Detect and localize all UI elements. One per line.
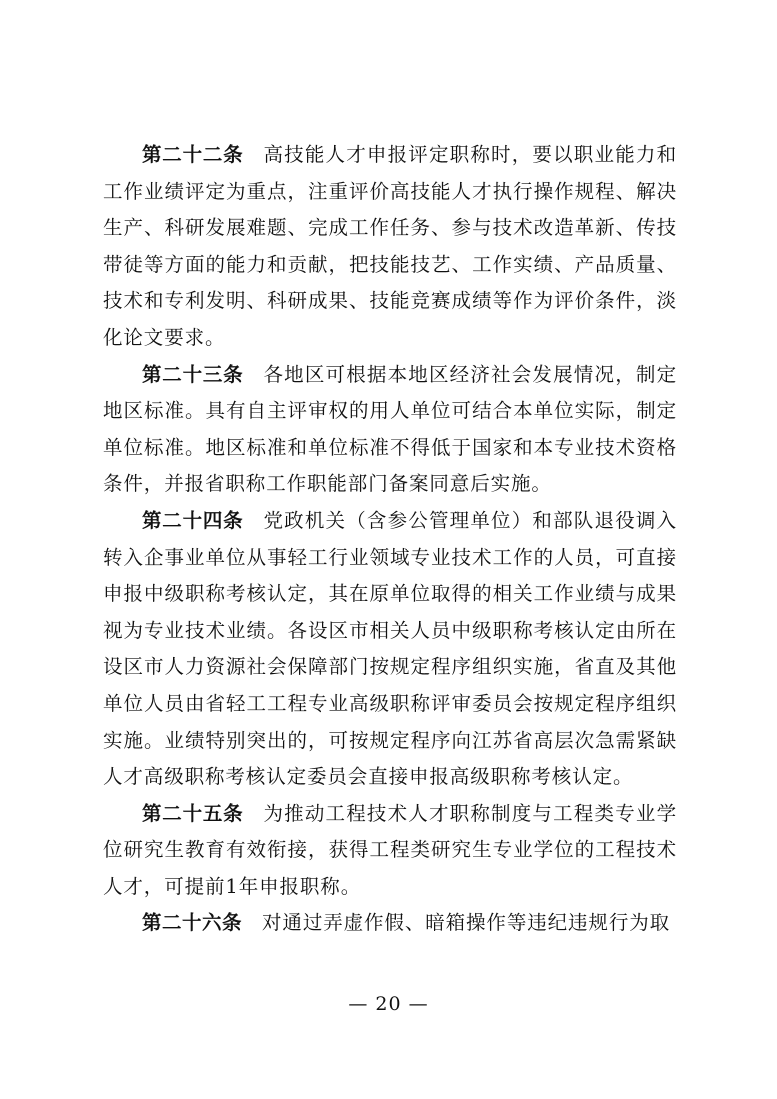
article-text: 高技能人才申报评定职称时，要以职业能力和工作业绩评定为重点，注重评价高技能人才执行操作规程、解决生产、科研发展难题、完成工作任务、参与技术改造革新、传技带徒等方面的能力和贡献，把技能技艺、工作实绩、产品质量、技术和专利发明、科研成果、技能竞赛成绩等作为评价条件，淡化论文要求。 (103, 143, 677, 349)
article-text: 对通过弄虚作假、暗箱操作等违纪违规行为取 (262, 911, 671, 935)
article-26 (103, 905, 677, 942)
article-heading: 第二十六条 (142, 911, 243, 935)
page-number: — 20 — (348, 993, 429, 1015)
article-heading: 第二十四条 (142, 508, 244, 532)
document-body (103, 137, 677, 942)
article-23 (103, 357, 677, 503)
article-heading: 第二十五条 (142, 801, 244, 825)
article-25 (103, 796, 677, 906)
article-24 (103, 503, 677, 796)
article-22 (103, 137, 677, 357)
article-heading: 第二十三条 (142, 362, 244, 386)
article-text: 党政机关（含参公管理单位）和部队退役调入转入企事业单位从事轻工行业领域专业技术工作的人员，可直接申报中级职称考核认定，其在原单位取得的相关工作业绩与成果视为专业技术业绩。各设区市相关人员中级职称考核认定由所在设区市人力资源社会保障部门按规定程序组织实施，省直及其他单位人员由省轻工工程专业高级职称评审委员会按规定程序组织实施。业绩特别突出的，可按规定程序向江苏省高层次急需紧缺人才高级职称考核认定委员会直接申报高级职称考核认定。 (103, 508, 677, 789)
article-text: 各地区可根据本地区经济社会发展情况，制定地区标准。具有自主评审权的用人单位可结合本单位实际，制定单位标准。地区标准和单位标准不得低于国家和本专业技术资格条件，并报省职称工作职能部门备案同意后实施。 (103, 362, 677, 496)
article-heading: 第二十二条 (142, 143, 244, 166)
article-text: 为推动工程技术人才职称制度与工程类专业学位研究生教育有效衔接，获得工程类研究生专业学位的工程技术人才，可提前1年申报职称。 (103, 801, 677, 898)
